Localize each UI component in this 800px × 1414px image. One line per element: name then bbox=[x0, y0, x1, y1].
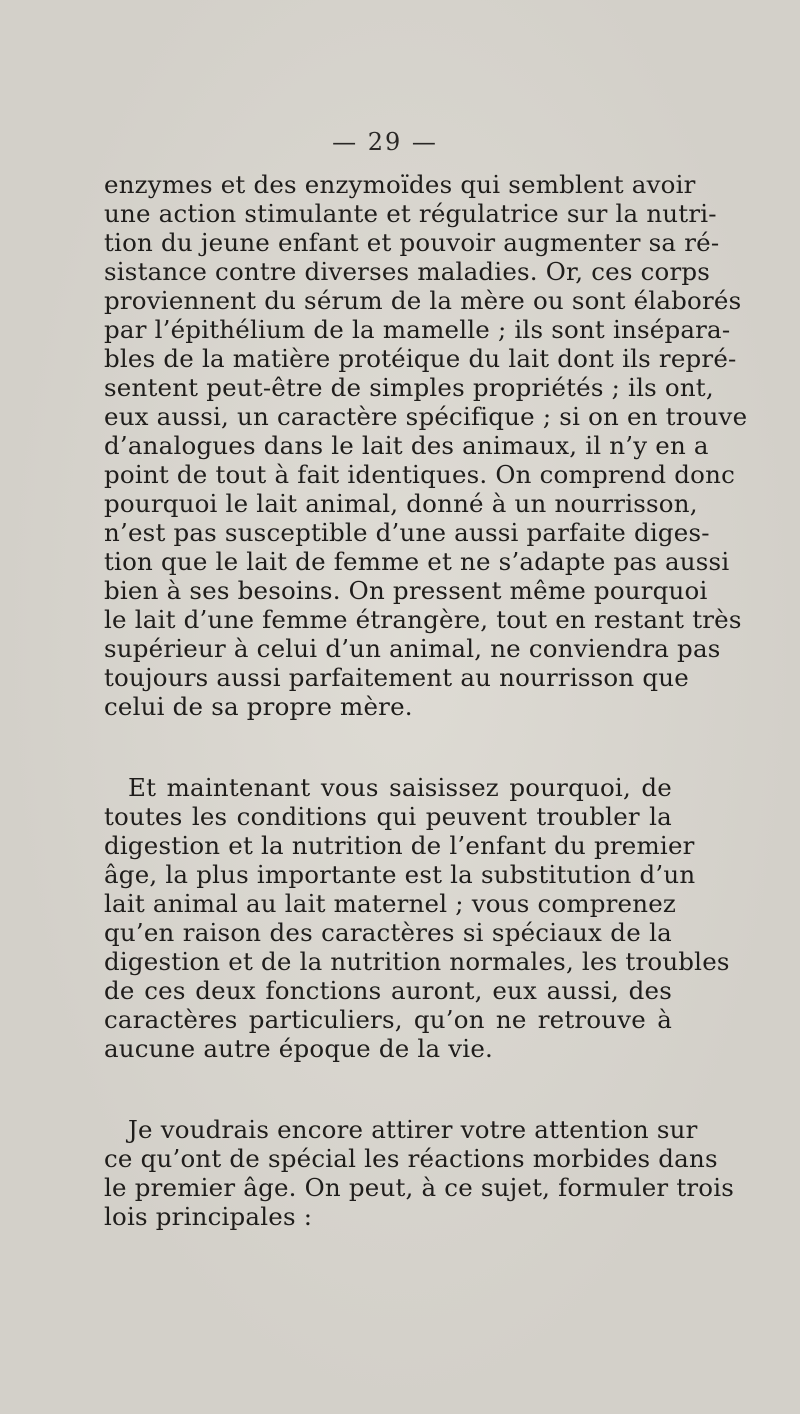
text-line: digestion et de la nutrition normales, les troubles bbox=[104, 947, 730, 976]
text-line: supérieur à celui d’un animal, ne conviendra pas bbox=[104, 634, 721, 663]
text-line: toujours aussi parfaitement au nourrisson que bbox=[104, 663, 689, 692]
text-line: le premier âge. On peut, à ce sujet, formuler trois bbox=[104, 1173, 735, 1202]
text-line: lait animal au lait maternel ; vous comprenez bbox=[104, 889, 677, 918]
text-line: celui de sa propre mère. bbox=[104, 692, 413, 721]
text-line: d’analogues dans le lait des animaux, il n’y en a bbox=[104, 431, 709, 460]
text-line: ce qu’ont de spécial les réactions morbides dans bbox=[104, 1144, 718, 1173]
text-line: tion du jeune enfant et pouvoir augmenter sa ré- bbox=[104, 228, 720, 257]
text-line: Je voudrais encore attirer votre attention sur bbox=[128, 1115, 698, 1144]
text-line: eux aussi, un caractère spécifique ; si on en trouve bbox=[104, 402, 748, 431]
paragraph-3 bbox=[104, 1115, 735, 1231]
text-line: n’est pas susceptible d’une aussi parfaite diges- bbox=[104, 518, 710, 547]
text-line: caractères particuliers, qu’on ne retrouve à bbox=[104, 1005, 672, 1034]
text-line: âge, la plus importante est la substitution d’un bbox=[104, 860, 696, 889]
text-line: le lait d’une femme étrangère, tout en restant très bbox=[104, 605, 742, 634]
paragraph-1 bbox=[104, 170, 748, 721]
text-line: de ces deux fonctions auront, eux aussi, des bbox=[104, 976, 672, 1005]
text-line: sistance contre diverses maladies. Or, ces corps bbox=[104, 257, 711, 286]
text-line: sentent peut-être de simples propriétés ; ils ont, bbox=[104, 373, 714, 402]
text-line: qu’en raison des caractères si spéciaux de la bbox=[104, 918, 672, 947]
page-number: — 29 — bbox=[332, 128, 438, 156]
text-line: Et maintenant vous saisissez pourquoi, de bbox=[128, 773, 672, 802]
text-line: aucune autre époque de la vie. bbox=[104, 1034, 494, 1063]
text-line: toutes les conditions qui peuvent troubler la bbox=[104, 802, 672, 831]
paragraph-2 bbox=[104, 773, 730, 1063]
text-line: pourquoi le lait animal, donné à un nourrisson, bbox=[104, 489, 698, 518]
text-line: bien à ses besoins. On pressent même pourquoi bbox=[104, 576, 708, 605]
text-line: une action stimulante et régulatrice sur la nutri- bbox=[104, 199, 717, 228]
text-line: digestion et la nutrition de l’enfant du premier bbox=[104, 831, 695, 860]
text-line: par l’épithélium de la mamelle ; ils sont insépara- bbox=[104, 315, 731, 344]
text-line: enzymes et des enzymoïdes qui semblent avoir bbox=[104, 170, 696, 199]
text-line: proviennent du sérum de la mère ou sont élaborés bbox=[104, 286, 742, 315]
text-line: bles de la matière protéique du lait dont ils repré- bbox=[104, 344, 737, 373]
paragraph-gap bbox=[104, 721, 672, 773]
body-text bbox=[104, 170, 748, 1231]
paragraph-gap bbox=[104, 1063, 672, 1115]
text-line: tion que le lait de femme et ne s’adapte pas aussi bbox=[104, 547, 730, 576]
text-line: lois principales : bbox=[104, 1202, 313, 1231]
text-line: point de tout à fait identiques. On comprend donc bbox=[104, 460, 736, 489]
